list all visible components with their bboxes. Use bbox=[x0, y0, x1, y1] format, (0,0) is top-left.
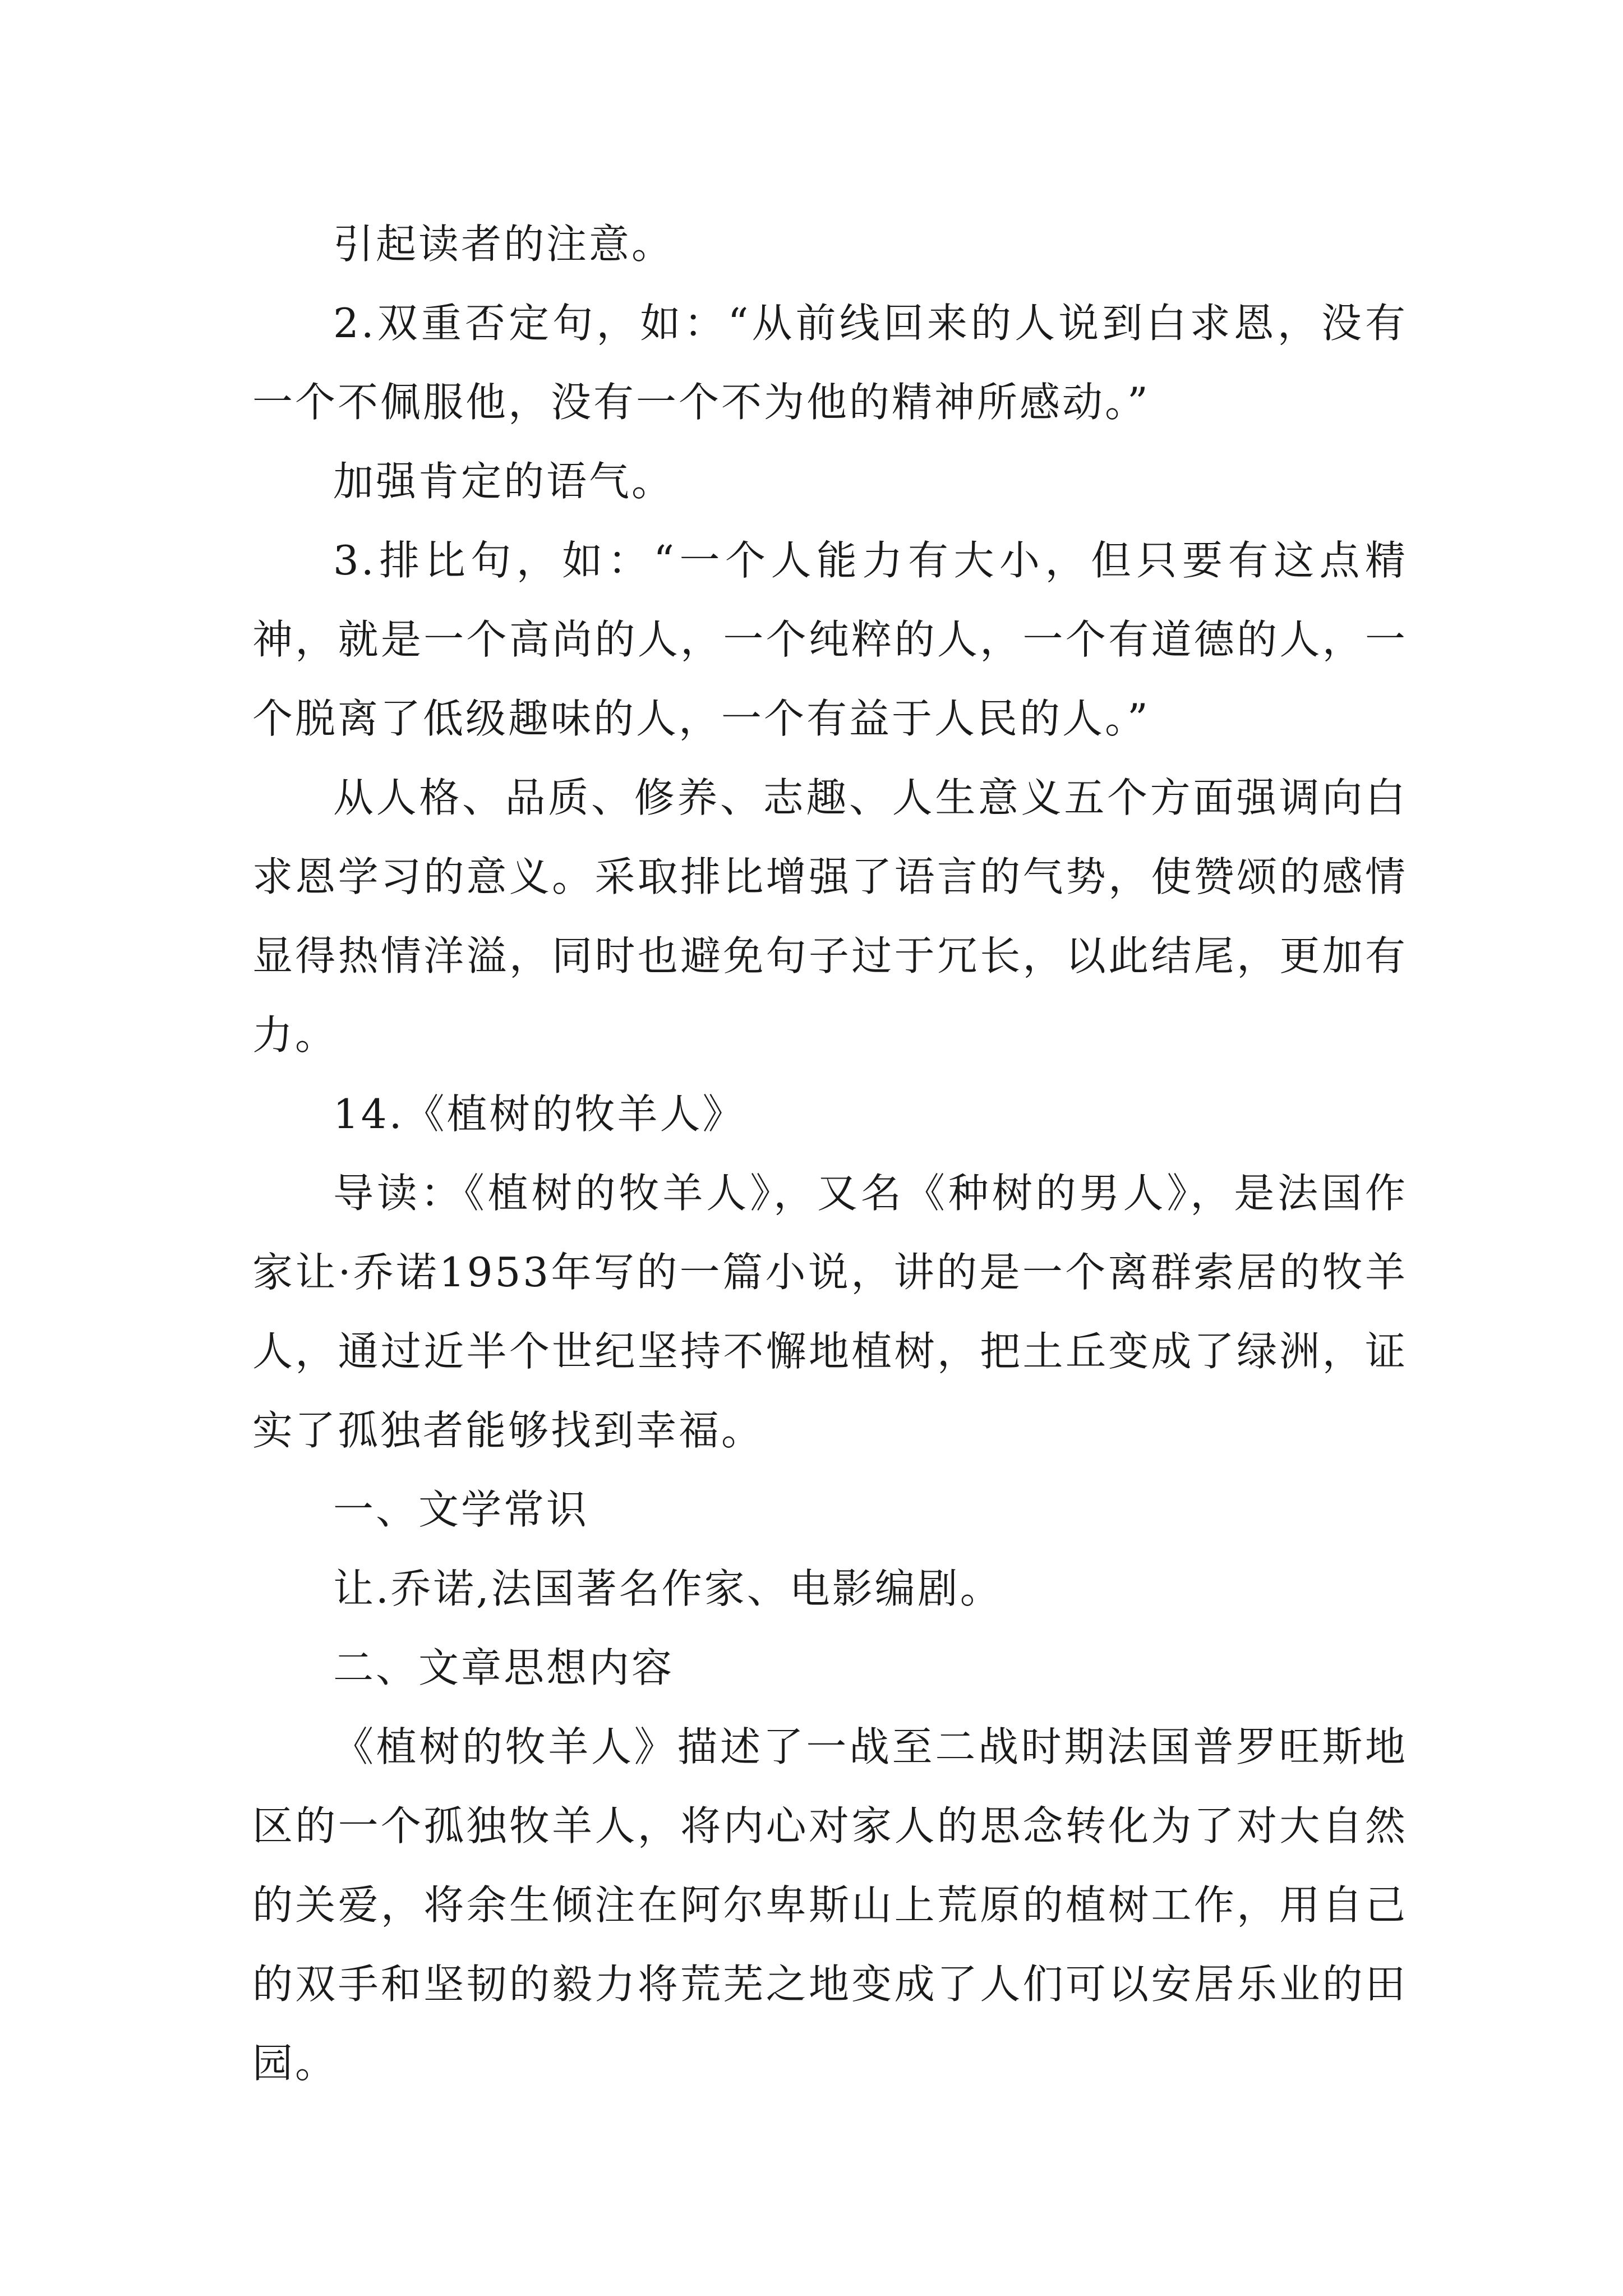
paragraph-content: 《植树的牧羊人》描述了一战至二战时期法国普罗旺斯地区的一个孤独牧羊人，将内心对家人的思念转化为了对大自然的关爱，将余生倾注在阿尔卑斯山上荒原的植树工作，用自己的双手和坚韧的毅力将荒芜之地变成了人们可以安居乐业的田园。 bbox=[252, 1723, 1408, 2087]
subheading-literary-knowledge: 一、文学常识 bbox=[333, 1486, 589, 1533]
paragraph-author: 让.乔诺,法国著名作家、电影编剧。 bbox=[333, 1565, 1003, 1612]
section-heading-lesson-14: 14.《植树的牧羊人》 bbox=[333, 1091, 745, 1138]
paragraph-continuation: 引起读者的注意。 bbox=[333, 220, 675, 268]
document-body bbox=[252, 205, 1408, 2103]
paragraph-double-negative-effect: 加强肯定的语气。 bbox=[333, 458, 675, 505]
paragraph-double-negative: 2.双重否定句，如：“从前线回来的人说到白求恩，没有一个不佩服他，没有一个不为他的精神所感动。” bbox=[252, 300, 1408, 426]
paragraph-guide: 导读：《植树的牧羊人》，又名《种树的男人》，是法国作家让·乔诺1953年写的一篇小说，讲的是一个离群索居的牧羊人，通过近半个世纪坚持不懈地植树，把土丘变成了绿洲，证实了孤独者能够找到幸福。 bbox=[252, 1170, 1408, 1454]
paragraph-parallelism-effect: 从人格、品质、修养、志趣、人生意义五个方面强调向白求恩学习的意义。采取排比增强了语言的气势，使赞颂的感情显得热情洋溢，同时也避免句子过于冗长，以此结尾，更加有力。 bbox=[252, 774, 1408, 1059]
subheading-content: 二、文章思想内容 bbox=[333, 1644, 675, 1691]
paragraph-parallelism: 3.排比句，如：“一个人能力有大小，但只要有这点精神，就是一个高尚的人，一个纯粹的人，一个有道德的人，一个脱离了低级趣味的人，一个有益于人民的人。” bbox=[252, 537, 1408, 742]
